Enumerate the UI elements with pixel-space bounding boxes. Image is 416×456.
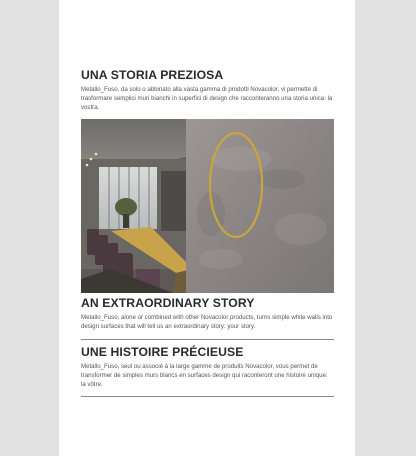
- interior-photo: [81, 119, 334, 293]
- section-text-english: Metallo_Fuso, alone or combined with other Novacolor products, turns simple white walls into design surfaces that will tell us an extraordinary story: your story.: [81, 314, 333, 330]
- section-title-french: UNE HISTOIRE PRÉCIEUSE: [81, 345, 244, 359]
- section-italian: [81, 68, 334, 112]
- section-text-french: Metallo_Fuso, seul ou associé à la large gamme de produits Novacolor, vous permet de transformer de simples murs blancs en surfaces design qui raconteront une histoire unique: la vôtre.: [81, 363, 328, 388]
- document-page: [59, 0, 355, 456]
- section-text-italian: Metallo_Fuso, da solo o abbinato alla vasta gamma di prodotti Novacolor, vi permette di trasformare semplici muri bianchi in superfici di design che racconteranno una storia unica: la vostra.: [81, 86, 333, 111]
- section-french: [81, 345, 334, 389]
- section-english: [81, 296, 334, 332]
- section-title-italian: UNA STORIA PREZIOSA: [81, 68, 224, 82]
- divider-rule: [81, 396, 334, 397]
- divider-rule: [81, 339, 334, 340]
- section-title-english: AN EXTRAORDINARY STORY: [81, 296, 255, 310]
